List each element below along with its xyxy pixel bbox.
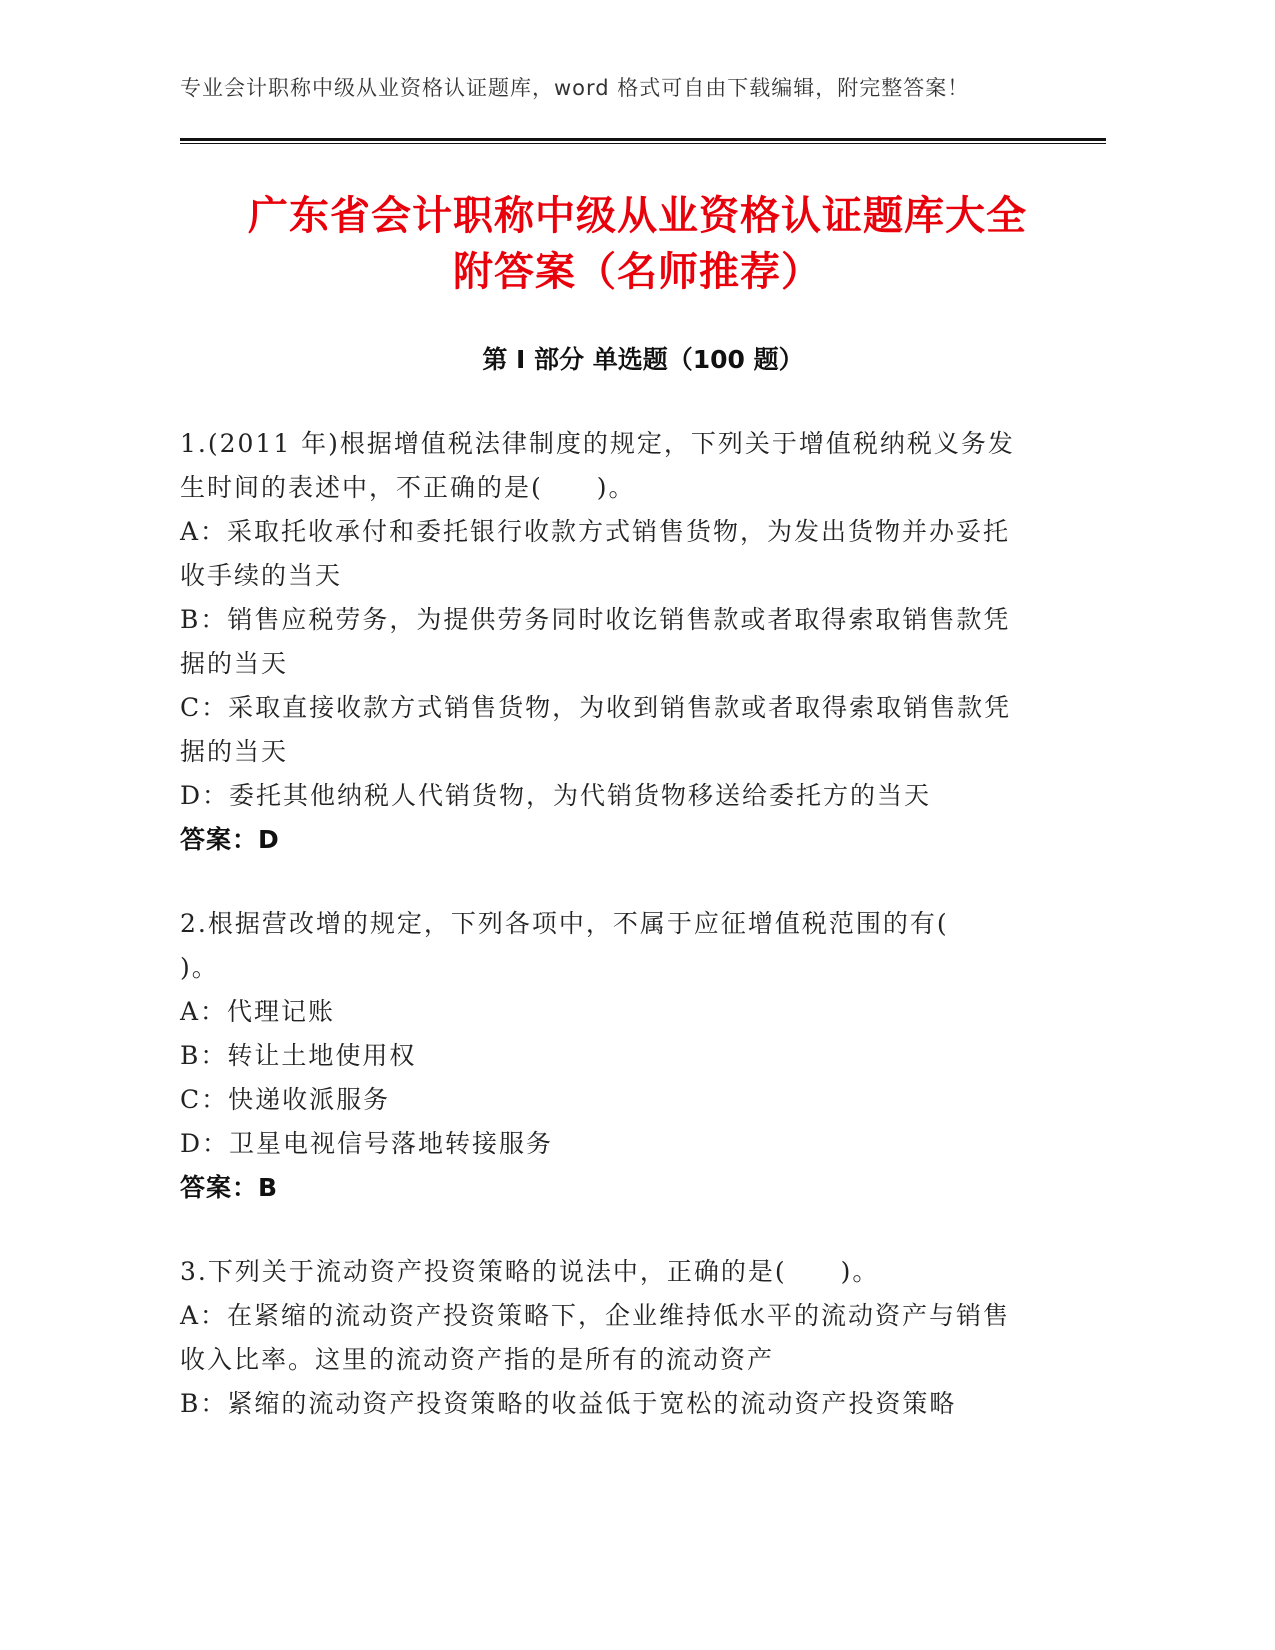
header-divider-thin — [180, 143, 1106, 144]
question-1-line: 生时间的表述中，不正确的是( )。 — [180, 473, 636, 502]
document-title-line-1: 广东省会计职称中级从业资格认证题库大全 — [248, 193, 1027, 239]
section-title: 第 I 部分 单选题（100 题） — [482, 345, 804, 374]
question-2-line: )。 — [180, 953, 219, 982]
question-1-option-b-cont: 据的当天 — [180, 649, 289, 678]
header-note: 专业会计职称中级从业资格认证题库，word 格式可自由下载编辑，附完整答案！ — [180, 76, 970, 100]
question-1-line: 1.(2011 年)根据增值税法律制度的规定，下列关于增值税纳税义务发 — [180, 429, 1015, 458]
question-1-option-d: D：委托其他纳税人代销货物，为代销货物移送给委托方的当天 — [180, 781, 932, 810]
question-3-option-b: B：紧缩的流动资产投资策略的收益低于宽松的流动资产投资策略 — [180, 1389, 957, 1418]
question-1 — [180, 422, 1030, 862]
question-2-line: 2.根据营改增的规定，下列各项中，不属于应征增值税范围的有( — [180, 909, 949, 938]
question-2-option-d: D：卫星电视信号落地转接服务 — [180, 1129, 554, 1158]
question-1-option-a-cont: 收手续的当天 — [180, 561, 343, 590]
question-2 — [180, 902, 1030, 1210]
header-divider — [180, 138, 1106, 141]
question-3 — [180, 1250, 1030, 1426]
question-2-option-b: B：转让土地使用权 — [180, 1041, 417, 1070]
question-1-option-b: B：销售应税劳务，为提供劳务同时收讫销售款或者取得索取销售款凭 — [180, 605, 1011, 634]
document-title — [150, 188, 1125, 300]
question-3-option-a-cont: 收入比率。这里的流动资产指的是所有的流动资产 — [180, 1345, 775, 1374]
question-2-option-a: A：代理记账 — [180, 997, 336, 1026]
question-1-answer: 答案：D — [180, 825, 280, 854]
question-3-line: 3.下列关于流动资产投资策略的说法中，正确的是( )。 — [180, 1257, 880, 1286]
document-title-line-2: 附答案（名师推荐） — [453, 249, 822, 295]
question-1-option-c-cont: 据的当天 — [180, 737, 289, 766]
question-2-answer: 答案：B — [180, 1173, 279, 1202]
question-2-option-c: C：快递收派服务 — [180, 1085, 391, 1114]
question-1-option-a: A：采取托收承付和委托银行收款方式销售货物，为发出货物并办妥托 — [180, 517, 1011, 546]
question-3-option-a: A：在紧缩的流动资产投资策略下，企业维持低水平的流动资产与销售 — [180, 1301, 1011, 1330]
question-1-option-c: C：采取直接收款方式销售货物，为收到销售款或者取得索取销售款凭 — [180, 693, 1012, 722]
